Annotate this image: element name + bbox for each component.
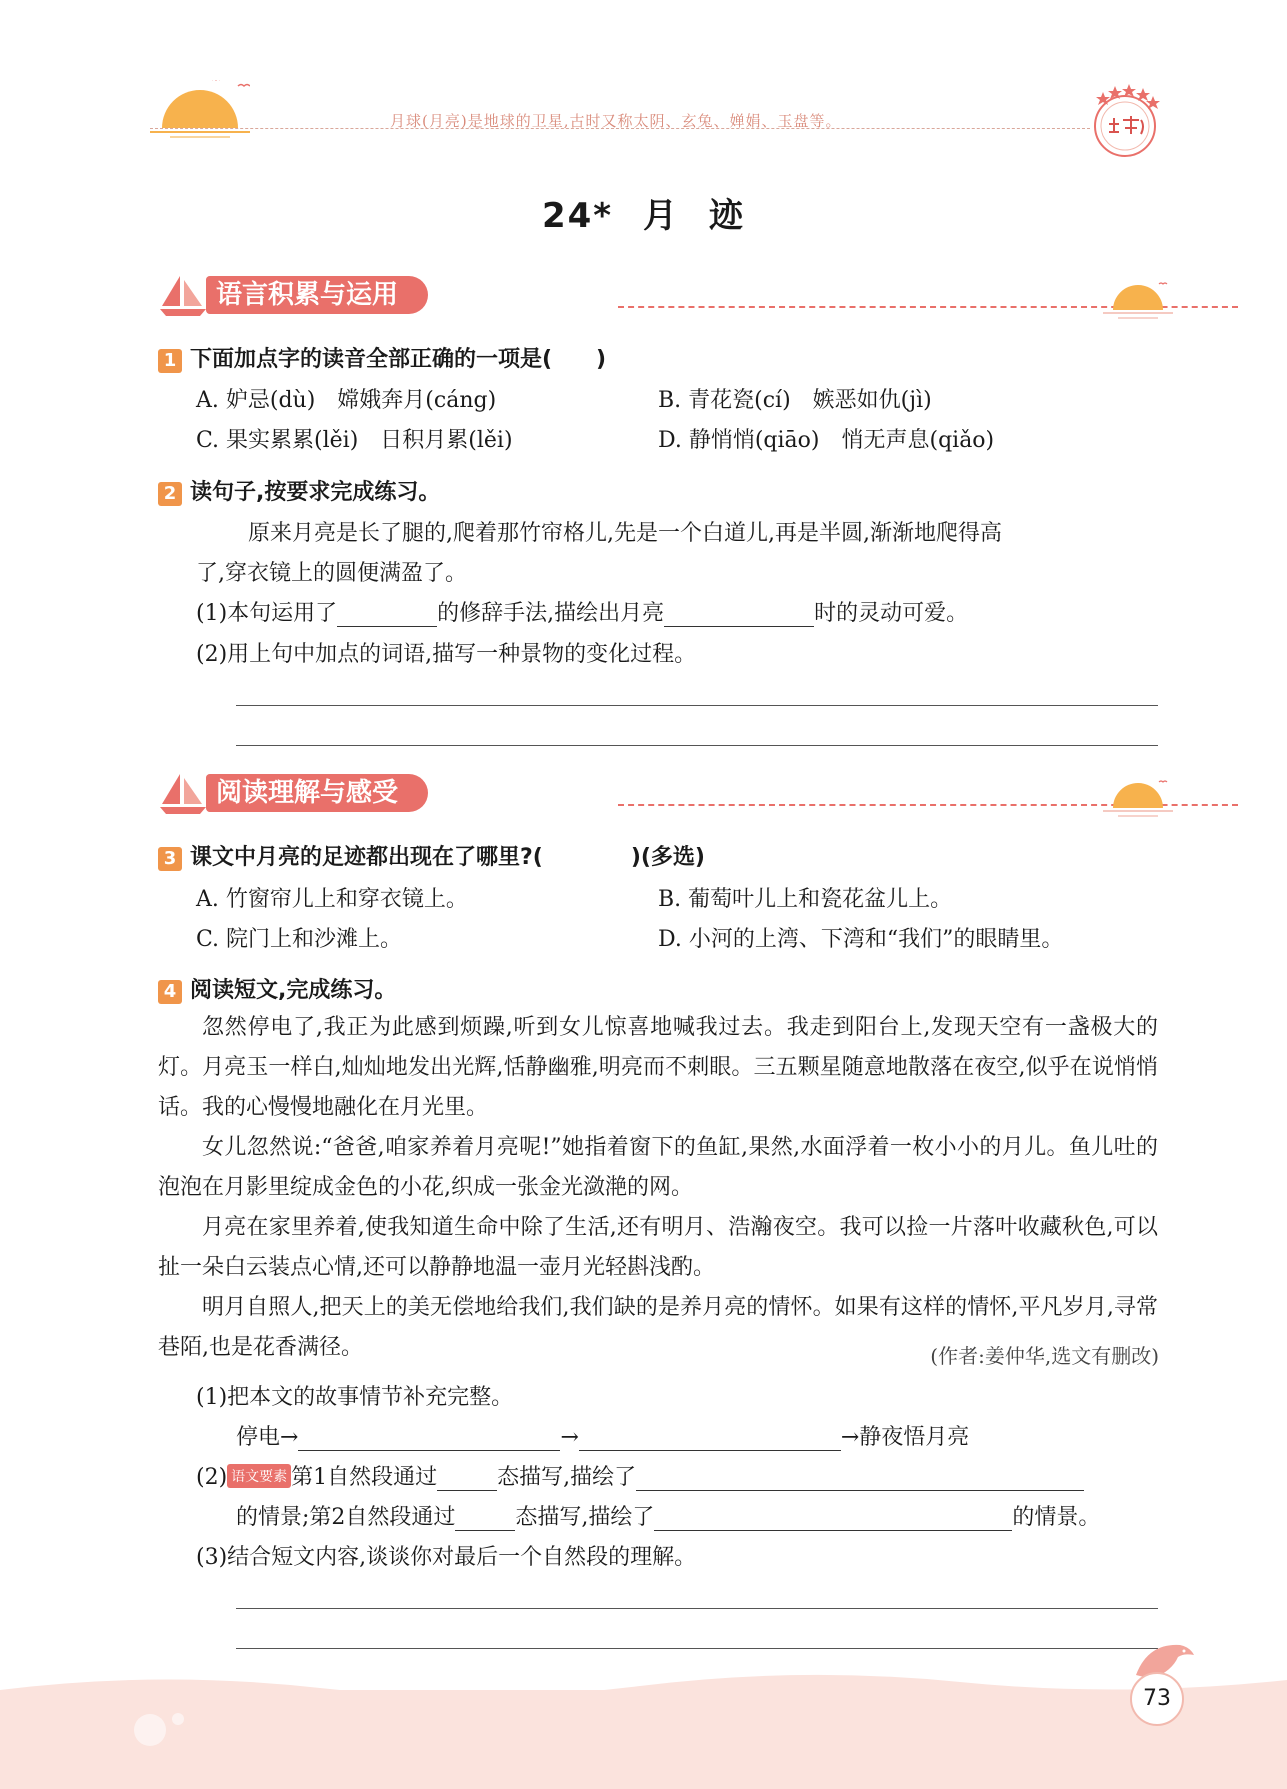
reading-passage	[158, 1008, 1158, 1368]
passage-paragraph-4: 明月自照人,把天上的美无偿地给我们,我们缺的是养月亮的情怀。如果有这样的情怀,平凡岁月,寻常巷陌,也是花香满径。	[158, 1295, 1158, 1360]
passage-paragraph-1: 忽然停电了,我正为此感到烦躁,听到女儿惊喜地喊我过去。我走到阳台上,发现天空有一盏极大的灯。月亮玉一样白,灿灿地发出光辉,恬静幽雅,明亮而不刺眼。三五颗星随意地散落在夜空,似乎在说悄悄话。我的心慢慢地融化在月光里。	[158, 1015, 1158, 1120]
sub-question-2: (2)用上句中加点的词语,描写一种景物的变化过程。	[196, 642, 697, 667]
option-c: C. 果实累累(lěi) 日积月累(lěi)	[196, 428, 513, 453]
answer-line[interactable]	[236, 745, 1158, 746]
passage-author: (作者:姜仲华,选文有删改)	[930, 1344, 1159, 1368]
header-note: 月球(月亮)是地球的卫星,古时又称太阴、玄兔、婵娟、玉盘等。	[390, 112, 842, 130]
question-3	[158, 840, 705, 871]
lesson-title-char-1: 月	[643, 196, 680, 236]
sub-question-text: 态描写,描绘了	[497, 1465, 637, 1490]
option-a: A. 竹窗帘儿上和穿衣镜上。	[196, 887, 468, 912]
lesson-title	[0, 188, 1287, 237]
sub-question-text: 时的灵动可爱。	[814, 601, 969, 626]
sub-question-number: (2)	[196, 1465, 228, 1490]
option-d: D. 静悄悄(qiāo) 悄无声息(qiǎo)	[658, 428, 995, 453]
option-b: B. 青花瓷(cí) 嫉恶如仇(jì)	[658, 388, 932, 413]
quoted-sentence-line-1: 原来月亮是长了腿的,爬着那竹帘格儿,先是一个白道儿,再是半圆,渐渐地爬得高	[248, 521, 1002, 546]
option-b: B. 葡萄叶儿上和瓷花盆儿上。	[658, 887, 953, 912]
footer-band	[0, 1690, 1287, 1789]
section-title: 语言积累与运用	[206, 276, 428, 314]
question-4	[158, 973, 396, 1004]
option-c: C. 院门上和沙滩上。	[196, 927, 403, 952]
brand-seal-icon	[1085, 78, 1165, 166]
passage-paragraph-3: 月亮在家里养着,使我知道生命中除了生活,还有明月、浩瀚夜空。我可以捡一片落叶收藏秋色,可以扯一朵白云装点心情,还可以静静地温一壶月光轻斟浅酌。	[158, 1215, 1158, 1280]
sun-decoration-icon	[1103, 778, 1173, 820]
answer-blank[interactable]	[636, 1465, 1084, 1491]
question-stem: 课文中月亮的足迹都出现在了哪里?( )(多选)	[190, 845, 705, 870]
lesson-title-char-2: 迹	[709, 196, 746, 236]
quoted-sentence-line-2: 了,穿衣镜上的圆便满盈了。	[196, 561, 467, 586]
sub-question-1	[196, 596, 968, 627]
answer-blank[interactable]	[654, 1505, 1012, 1531]
answer-line[interactable]	[236, 705, 1158, 706]
sun-decoration-icon	[150, 80, 250, 140]
sub-question-3: (3)结合短文内容,谈谈你对最后一个自然段的理解。	[196, 1545, 697, 1570]
sub-question-text: 态描写,描绘了	[515, 1505, 655, 1530]
question-number-badge: 3	[158, 847, 182, 871]
sub-question-2-continued	[236, 1500, 1100, 1531]
question-stem: 阅读短文,完成练习。	[190, 978, 397, 1003]
plot-arrow: →	[560, 1425, 579, 1450]
plot-start: 停电→	[236, 1425, 299, 1450]
answer-line[interactable]	[236, 1608, 1158, 1609]
option-d: D. 小河的上湾、下湾和“我们”的眼睛里。	[658, 927, 1064, 952]
answer-blank[interactable]	[437, 1465, 497, 1491]
plot-sequence	[236, 1420, 969, 1451]
sun-decoration-icon	[1103, 280, 1173, 322]
section-banner-language	[158, 272, 1218, 318]
page-number: 73	[1130, 1672, 1184, 1726]
question-stem: 读句子,按要求完成练习。	[190, 480, 441, 505]
question-stem: 下面加点字的读音全部正确的一项是( )	[190, 347, 607, 372]
answer-blank[interactable]	[664, 601, 814, 627]
answer-blank[interactable]	[298, 1425, 560, 1451]
answer-blank[interactable]	[337, 601, 437, 627]
sub-question-text: (1)本句运用了	[196, 601, 338, 626]
question-number-badge: 2	[158, 482, 182, 506]
sub-question-text: 第1自然段通过	[291, 1465, 438, 1490]
language-element-tag: 语文要素	[227, 1464, 291, 1488]
lesson-number: 24	[541, 196, 594, 236]
answer-blank[interactable]	[455, 1505, 515, 1531]
answer-blank[interactable]	[579, 1425, 841, 1451]
option-a: A. 妒忌(dù) 嫦娥奔月(cáng)	[196, 388, 497, 413]
bubble-decoration-icon	[130, 1705, 190, 1755]
answer-line[interactable]	[236, 1648, 1158, 1649]
question-number-badge: 1	[158, 349, 182, 373]
plot-end: →静夜悟月亮	[840, 1425, 970, 1450]
lesson-star: *	[593, 196, 614, 236]
sub-question-1: (1)把本文的故事情节补充完整。	[196, 1385, 514, 1410]
sub-question-text: 的情景;第2自然段通过	[236, 1505, 456, 1530]
section-title: 阅读理解与感受	[206, 774, 428, 812]
passage-paragraph-2: 女儿忽然说:“爸爸,咱家养着月亮呢!”她指着窗下的鱼缸,果然,水面浮着一枚小小的月儿。鱼儿吐的泡泡在月影里绽成金色的小花,织成一张金光潋滟的网。	[158, 1135, 1158, 1200]
sub-question-text: 的情景。	[1012, 1505, 1101, 1530]
sub-question-text: 的修辞手法,描绘出月亮	[437, 601, 665, 626]
question-2	[158, 475, 440, 506]
question-number-badge: 4	[158, 980, 182, 1004]
sailboat-icon	[158, 272, 208, 318]
section-banner-reading	[158, 770, 1218, 816]
question-1	[158, 342, 606, 373]
sub-question-2	[196, 1460, 1084, 1491]
sailboat-icon	[158, 770, 208, 816]
